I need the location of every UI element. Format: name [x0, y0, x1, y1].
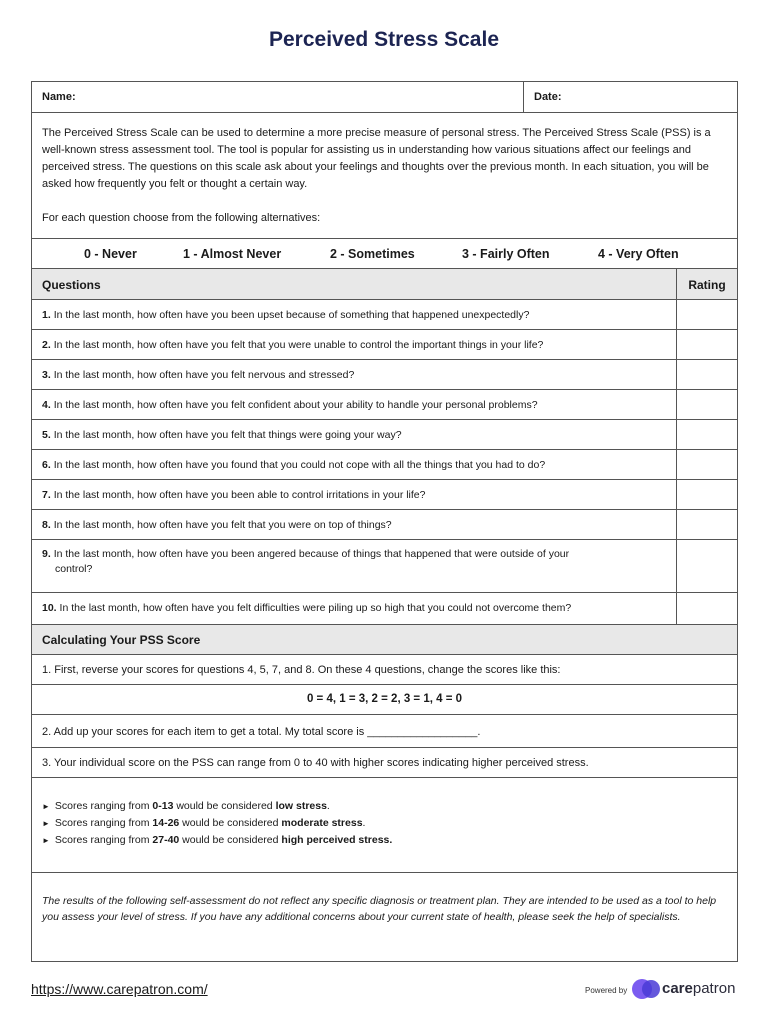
- score-middle: would be considered: [179, 834, 282, 846]
- question-text: [42, 398, 672, 413]
- question-text: [42, 601, 672, 616]
- intro-instruction: For each question choose from the following alternatives:: [42, 212, 321, 224]
- calculating-heading: Calculating Your PSS Score: [42, 633, 201, 647]
- carepatron-brand: [662, 980, 735, 997]
- intro-paragraph: The Perceived Stress Scale can be used to determine a more precise measure of personal stress. The Perceived Stress Scale (PSS) is a well-known stress assessment tool. The tool is popular for assisting us in understanding how various situations affect our feelings and perceived stress. The questions on this scale ask about your feelings and thoughts over the previous month. In each situation, you will be asked how frequently you felt or thought a certain way.: [42, 127, 711, 190]
- intro-section: [32, 113, 737, 239]
- score-middle: would be considered: [179, 817, 282, 829]
- score-range: 27-40: [152, 834, 180, 846]
- rating-cell[interactable]: [676, 510, 737, 539]
- score-suffix: .: [326, 800, 330, 812]
- step-1-row: [32, 655, 737, 685]
- disclaimer-section: [32, 873, 737, 961]
- question-text: [42, 458, 672, 473]
- step-2-text: 2. Add up your scores for each item to get a total. My total score is __________________.: [42, 726, 481, 738]
- arrow-bullet-icon: ►: [42, 819, 50, 828]
- list-item: [42, 815, 392, 832]
- alternative-3: 3 - Fairly Often: [462, 247, 550, 261]
- question-number: 7.: [42, 489, 51, 501]
- alternative-0: 0 - Never: [84, 247, 137, 261]
- question-number: 9.: [42, 548, 51, 560]
- question-body: In the last month, how often have you felt confident about your ability to handle your personal problems?: [53, 399, 538, 411]
- question-text: [42, 488, 672, 503]
- rating-cell[interactable]: [676, 540, 737, 592]
- question-body: In the last month, how often have you been upset because of something that happened unexpectedly?: [53, 309, 530, 321]
- assessment-form: [31, 81, 738, 962]
- stress-level: high perceived stress.: [281, 834, 393, 846]
- question-row: [32, 300, 737, 330]
- rating-cell[interactable]: [676, 420, 737, 449]
- question-number: 6.: [42, 459, 51, 471]
- question-body: In the last month, how often have you been angered because of things that happened that were outside of your: [53, 548, 570, 560]
- alternative-4: 4 - Very Often: [598, 247, 679, 261]
- rating-cell[interactable]: [676, 593, 737, 624]
- list-item: [42, 798, 392, 815]
- step-2-row: [32, 715, 737, 748]
- alternative-1: 1 - Almost Never: [183, 247, 282, 261]
- alternative-2: 2 - Sometimes: [330, 247, 415, 261]
- stress-level: moderate stress: [281, 817, 363, 829]
- date-label: Date:: [534, 91, 562, 103]
- rating-cell[interactable]: [676, 330, 737, 359]
- score-prefix: Scores ranging from: [54, 817, 153, 829]
- question-text: [42, 518, 672, 533]
- score-prefix: Scores ranging from: [54, 800, 153, 812]
- step-3-row: [32, 748, 737, 778]
- reverse-formula: 0 = 4, 1 = 3, 2 = 2, 3 = 1, 4 = 0: [306, 693, 463, 705]
- question-number: 4.: [42, 399, 51, 411]
- question-body: In the last month, how often have you felt that things were going your way?: [53, 429, 402, 441]
- question-number: 8.: [42, 519, 51, 531]
- question-row: [32, 510, 737, 540]
- question-text: [42, 338, 672, 353]
- rating-cell[interactable]: [676, 450, 737, 479]
- carepatron-link[interactable]: https://www.carepatron.com/: [31, 981, 208, 997]
- question-number: 2.: [42, 339, 51, 351]
- question-row: [32, 450, 737, 480]
- rating-heading: Rating: [676, 269, 737, 299]
- rating-cell[interactable]: [676, 390, 737, 419]
- reverse-formula-row: [32, 685, 737, 715]
- carepatron-logo-icon: [631, 978, 665, 1000]
- page-title: Perceived Stress Scale: [269, 28, 499, 51]
- step-1-text: 1. First, reverse your scores for questions 4, 5, 7, and 8. On these 4 questions, change the scores like this:: [42, 664, 561, 676]
- question-body: In the last month, how often have you found that you could not cope with all the things that you had to do?: [53, 459, 546, 471]
- question-text: [42, 368, 672, 383]
- alternatives-row: [32, 239, 737, 269]
- questions-heading: Questions: [42, 278, 101, 292]
- question-row: [32, 420, 737, 450]
- question-number: 3.: [42, 369, 51, 381]
- name-label: Name:: [42, 91, 76, 103]
- question-row: [32, 360, 737, 390]
- arrow-bullet-icon: ►: [42, 836, 50, 845]
- score-prefix: Scores ranging from: [54, 834, 153, 846]
- question-body: In the last month, how often have you felt nervous and stressed?: [53, 369, 355, 381]
- question-number: 1.: [42, 309, 51, 321]
- arrow-bullet-icon: ►: [42, 802, 50, 811]
- score-ranges: [32, 778, 737, 873]
- rating-cell[interactable]: [676, 480, 737, 509]
- question-body-continued: control?: [55, 563, 93, 575]
- step-3-text: 3. Your individual score on the PSS can range from 0 to 40 with higher scores indicating higher perceived stress.: [42, 757, 589, 769]
- list-item: [42, 832, 392, 849]
- question-body: In the last month, how often have you felt difficulties were piling up so high that you could not overcome them?: [59, 602, 572, 614]
- score-range: 14-26: [152, 817, 180, 829]
- question-number: 5.: [42, 429, 51, 441]
- stress-level: low stress: [275, 800, 327, 812]
- question-text: [42, 547, 672, 577]
- name-date-divider: [523, 82, 524, 112]
- score-range-list: [42, 798, 392, 849]
- question-body: In the last month, how often have you felt that you were on top of things?: [53, 519, 392, 531]
- calculating-header: [32, 625, 737, 655]
- questions-header: [32, 269, 737, 300]
- brand-rest: patron: [692, 980, 736, 997]
- question-row: [32, 540, 737, 593]
- question-row: [32, 330, 737, 360]
- score-range: 0-13: [152, 800, 174, 812]
- question-text: [42, 308, 672, 323]
- question-row: [32, 480, 737, 510]
- score-suffix: .: [362, 817, 366, 829]
- question-text: [42, 428, 672, 443]
- disclaimer-text: The results of the following self-assessment do not reflect any specific diagnosis or treatment plan. They are intended to be used as a tool to help you assess your level of stress. If you have any additional concerns about your current state of health, please seek the help of specialists.: [42, 895, 717, 923]
- question-body: In the last month, how often have you been able to control irritations in your life?: [53, 489, 426, 501]
- score-middle: would be considered: [173, 800, 276, 812]
- rating-cell[interactable]: [676, 300, 737, 329]
- question-row: [32, 593, 737, 625]
- powered-by-label: Powered by: [585, 986, 628, 995]
- question-number: 10.: [42, 602, 57, 614]
- question-row: [32, 390, 737, 420]
- question-body: In the last month, how often have you felt that you were unable to control the important things in your life?: [53, 339, 544, 351]
- rating-cell[interactable]: [676, 360, 737, 389]
- brand-bold: care: [662, 980, 693, 997]
- name-date-row: [32, 82, 737, 113]
